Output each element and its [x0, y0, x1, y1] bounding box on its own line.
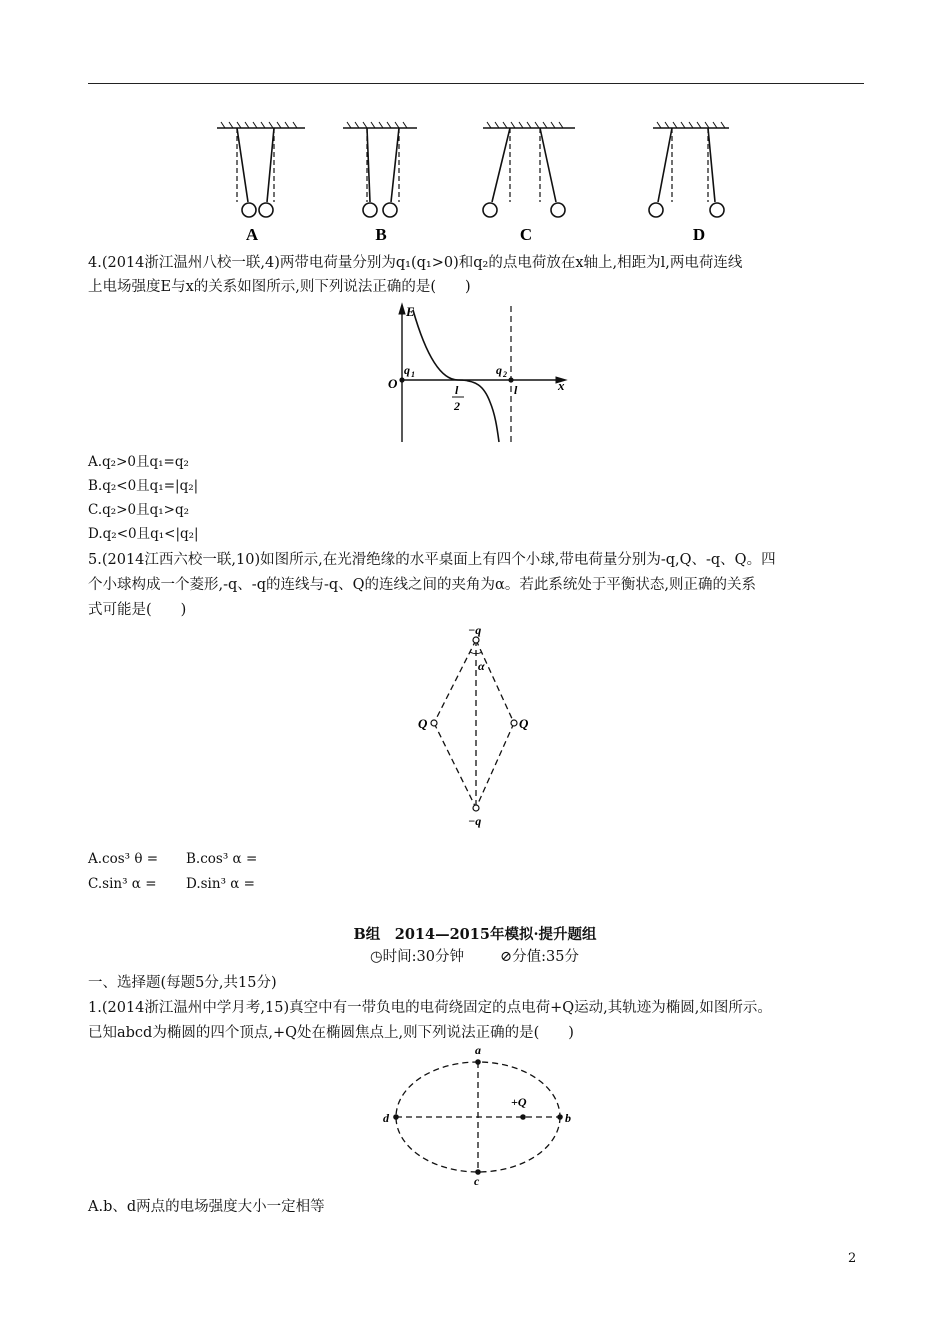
pendulum-label-c: C	[519, 225, 533, 244]
ellipse-a-label: a	[475, 1043, 481, 1057]
pendulum-label-a: A	[245, 225, 259, 244]
graph-q1-label: q	[404, 363, 410, 377]
bq1-line2: 已知abcd为椭圆的四个顶点,+Q处在椭圆焦点上,则下列说法正确的是( )	[88, 1025, 574, 1041]
pendulum-label-b: B	[375, 225, 387, 244]
rhombus-angle-label: α	[478, 659, 485, 673]
q5-option-d: D.sin³ α =	[186, 876, 255, 892]
q5-option-c: C.sin³ α =	[88, 876, 157, 892]
graph-l-label: l	[514, 383, 518, 397]
rhombus-bottom-label: −q	[468, 814, 482, 828]
rhombus-left-label: Q	[418, 716, 428, 731]
q5-line2: 个小球构成一个菱形,-q、-q的连线与-q、Q的连线之间的夹角为α。若此系统处于平衡状态,则正确的关系	[88, 577, 756, 593]
q5-line1: 5.(2014江西六校一联,10)如图所示,在光滑绝缘的水平桌面上有四个小球,带电荷量分别为-q,Q、-q、Q。四	[88, 552, 776, 568]
q5-option-a: A.cos³ θ =	[88, 851, 159, 867]
q4-line1: 4.(2014浙江温州八校一联,4)两带电荷量分别为q₁(q₁>0)和q₂的点电荷放在x轴上,相距为l,两电荷连线	[88, 255, 743, 271]
pendulum-figure	[205, 118, 745, 246]
section-time: ◷时间:30分钟	[370, 949, 464, 965]
graph-x-label: x	[558, 378, 565, 393]
graph-origin-label: O	[388, 376, 398, 391]
ellipse-q-label: +Q	[511, 1095, 527, 1109]
q5-option-b: B.cos³ α =	[186, 851, 258, 867]
q4-option-d: D.q₂<0且q₁<|q₂|	[88, 526, 199, 542]
page-number: 2	[848, 1251, 857, 1266]
pendulum-label-d: D	[692, 225, 706, 244]
graph-q2-label: q	[496, 363, 502, 377]
q4-e-field-graph	[380, 302, 570, 444]
graph-q2-sub: 2	[503, 370, 507, 379]
bq1-line1: 1.(2014浙江温州中学月考,15)真空中有一带负电的电荷绕固定的点电荷+Q运动,其轨迹为椭圆,如图所示。	[88, 1000, 772, 1016]
part1-heading: 一、选择题(每题5分,共15分)	[88, 975, 277, 991]
graph-q1-sub: 1	[411, 370, 415, 379]
ellipse-orbit-figure	[375, 1042, 585, 1187]
graph-half-num: l	[455, 383, 459, 397]
q5-line3: 式可能是( )	[88, 602, 187, 618]
graph-half-den: 2	[454, 399, 460, 413]
section-score: ⊘分值:35分	[500, 949, 579, 965]
q5-rhombus-figure	[410, 620, 545, 830]
q4-option-c: C.q₂>0且q₁>q₂	[88, 502, 190, 518]
ellipse-b-label: b	[565, 1111, 571, 1125]
ellipse-c-label: c	[474, 1174, 480, 1187]
rhombus-right-label: Q	[519, 716, 529, 731]
header-rule	[88, 83, 864, 84]
graph-e-label: E	[406, 304, 415, 319]
bq1-option-a: A.b、d两点的电场强度大小一定相等	[88, 1199, 325, 1215]
q4-line2: 上电场强度E与x的关系如图所示,则下列说法正确的是( )	[88, 279, 471, 295]
rhombus-top-label: −q	[468, 623, 482, 637]
ellipse-d-label: d	[383, 1111, 389, 1125]
section-title: B组 2014—2015年模拟·提升题组	[353, 926, 597, 943]
q4-option-b: B.q₂<0且q₁=|q₂|	[88, 478, 199, 494]
q4-option-a: A.q₂>0且q₁=q₂	[88, 454, 189, 470]
